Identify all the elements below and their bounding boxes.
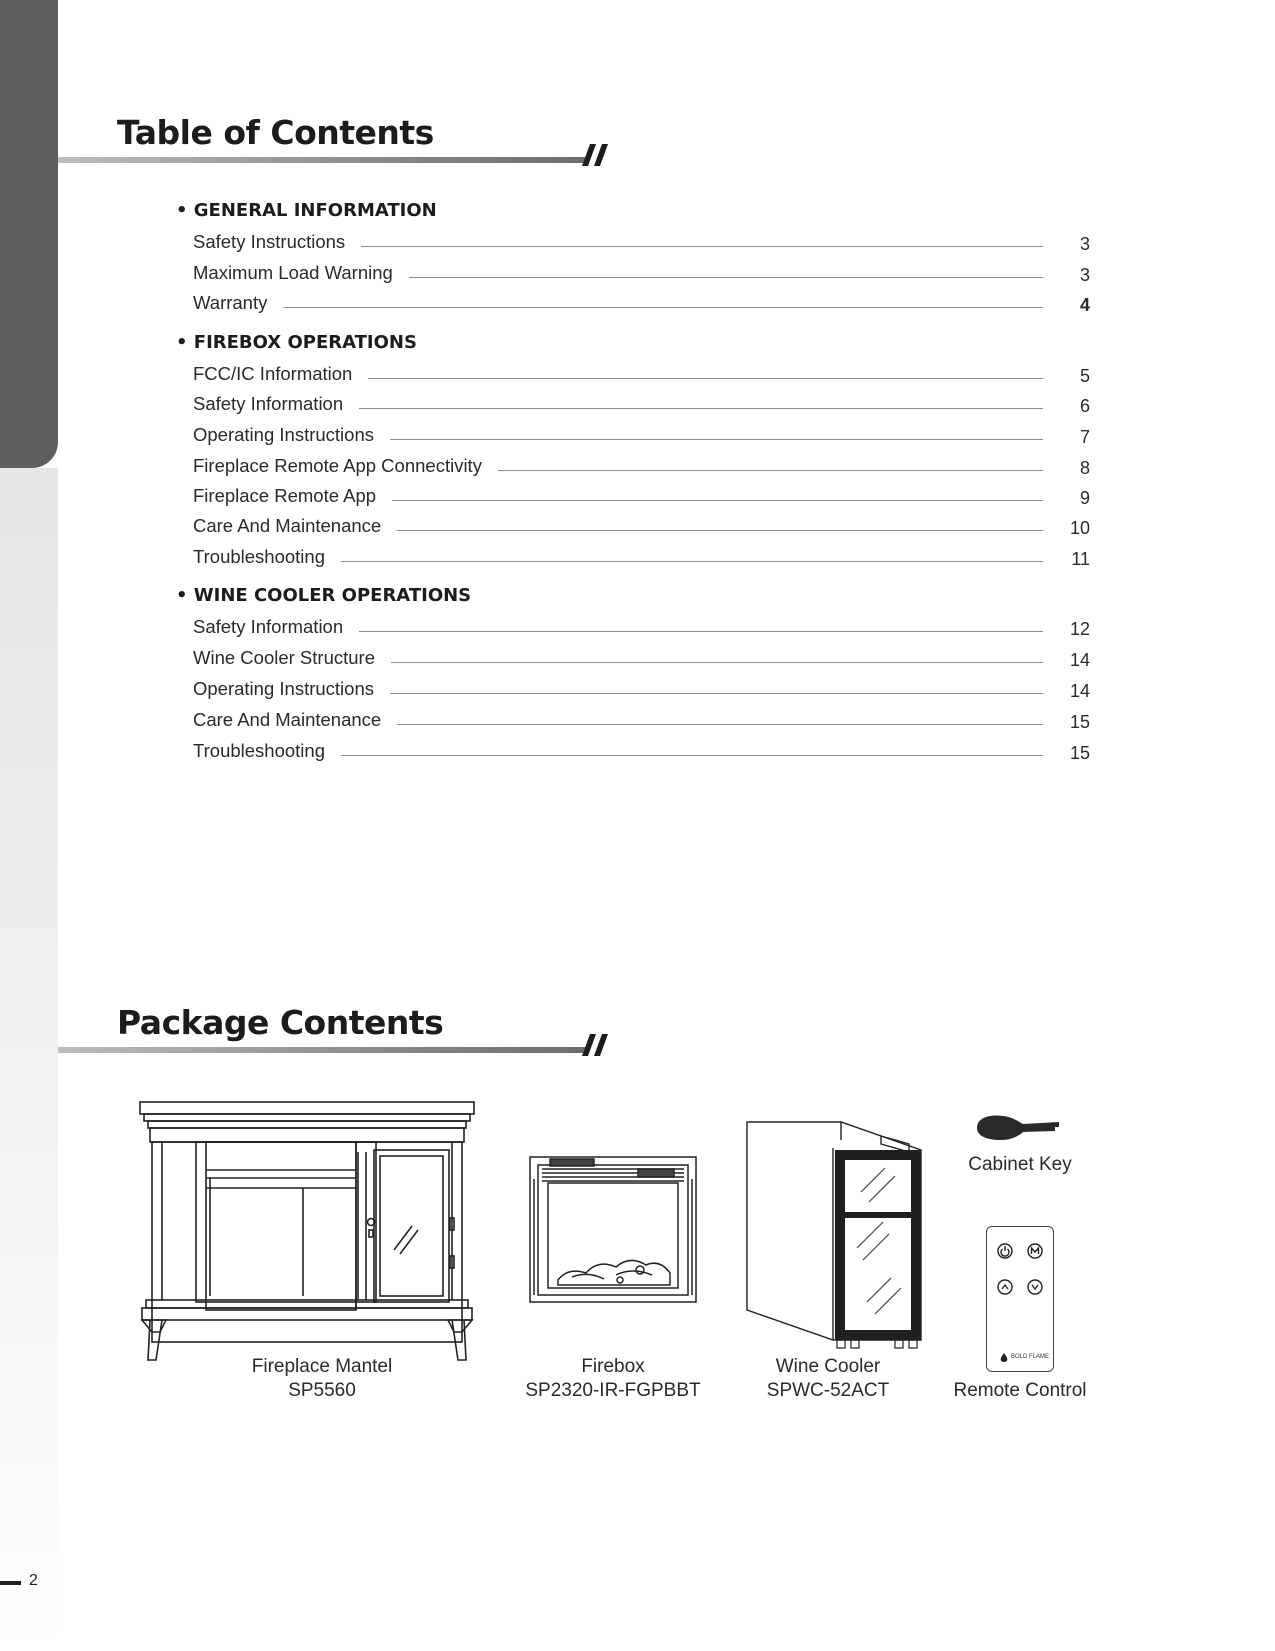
remote-brand-label: BOLD FLAME <box>1011 1354 1050 1360</box>
package-item-remote-control <box>940 1379 1100 1403</box>
toc-entry-page: 3 <box>1079 265 1090 285</box>
toc-entry-label: Fireplace Remote App <box>193 485 392 507</box>
toc-entry-page: 9 <box>1079 488 1090 508</box>
toc-entry-page: 15 <box>1069 743 1090 763</box>
toc-entry-page: 8 <box>1079 458 1090 478</box>
toc-heading-firebox: • FIREBOX OPERATIONS <box>176 332 417 353</box>
toc-entry[interactable] <box>193 262 1090 292</box>
toc-entry-label: Fireplace Remote App Connectivity <box>193 455 498 477</box>
sidebar-tab <box>0 0 58 468</box>
cabinet-key-illustration <box>975 1112 1065 1144</box>
toc-entry[interactable] <box>193 647 1090 677</box>
flame-icon <box>999 1353 1009 1363</box>
toc-entry-label: Care And Maintenance <box>193 709 397 731</box>
sidebar-strip <box>0 468 58 1651</box>
toc-entry-page: 12 <box>1069 619 1090 639</box>
toc-title-rule <box>58 157 585 163</box>
toc-entry[interactable] <box>193 678 1090 708</box>
toc-entry[interactable] <box>193 424 1090 454</box>
toc-entry-label: FCC/IC Information <box>193 363 368 385</box>
toc-entry-page: 3 <box>1079 234 1090 254</box>
item-name: Remote Control <box>953 1380 1087 1401</box>
toc-heading-wine-cooler: • WINE COOLER OPERATIONS <box>176 585 472 606</box>
toc-entry[interactable] <box>193 231 1090 261</box>
remote-control-illustration <box>986 1226 1054 1372</box>
item-model: SP5560 <box>288 1380 356 1401</box>
toc-entry[interactable] <box>193 393 1090 423</box>
toc-entry[interactable] <box>193 709 1090 739</box>
toc-entry[interactable] <box>193 292 1090 322</box>
package-title: Package Contents <box>117 1003 444 1042</box>
toc-entry-page: 10 <box>1069 518 1090 538</box>
toc-entry-page: 6 <box>1079 396 1090 416</box>
toc-entry-page: 15 <box>1069 712 1090 732</box>
toc-entry-page: 14 <box>1069 681 1090 701</box>
toc-title: Table of Contents <box>117 113 434 152</box>
toc-entry-label: Safety Information <box>193 616 359 638</box>
package-item-firebox <box>513 1355 713 1403</box>
fireplace-mantel-illustration <box>138 1100 478 1362</box>
package-title-rule <box>58 1047 585 1053</box>
toc-entry-label: Operating Instructions <box>193 678 390 700</box>
toc-entry-page: 11 <box>1071 549 1090 569</box>
package-item-wine-cooler <box>738 1355 918 1403</box>
toc-entry-page: 14 <box>1069 650 1090 670</box>
toc-entry-page: 4 <box>1079 295 1090 315</box>
double-slash-icon <box>582 144 616 166</box>
toc-entry-page: 5 <box>1079 366 1090 386</box>
toc-entry-label: Safety Information <box>193 393 359 415</box>
toc-leader <box>193 307 1043 308</box>
item-name: Fireplace Mantel <box>251 1356 393 1377</box>
page-number: 2 <box>29 1572 38 1589</box>
toc-entry[interactable] <box>193 546 1090 576</box>
item-name: Firebox <box>581 1356 645 1377</box>
toc-entry[interactable] <box>193 740 1090 770</box>
toc-entry-label: Warranty <box>193 292 283 314</box>
toc-entry[interactable] <box>193 363 1090 393</box>
package-item-cabinet-key <box>940 1153 1100 1177</box>
item-model: SP2320-IR-FGPBBT <box>525 1380 701 1401</box>
page-number-mark <box>0 1581 21 1585</box>
double-slash-icon <box>582 1034 616 1056</box>
toc-entry[interactable] <box>193 515 1090 545</box>
toc-entry-label: Troubleshooting <box>193 546 341 568</box>
toc-heading-general: • GENERAL INFORMATION <box>176 200 437 221</box>
toc-entry-label: Maximum Load Warning <box>193 262 409 284</box>
toc-entry-label: Care And Maintenance <box>193 515 397 537</box>
item-model: SPWC-52ACT <box>766 1380 890 1401</box>
toc-entry-page: 7 <box>1079 427 1090 447</box>
firebox-illustration <box>528 1155 698 1310</box>
wine-cooler-illustration <box>745 1120 925 1355</box>
package-item-fireplace-mantel <box>222 1355 422 1403</box>
toc-entry-label: Safety Instructions <box>193 231 361 253</box>
toc-entry[interactable] <box>193 455 1090 485</box>
toc-entry-label: Wine Cooler Structure <box>193 647 391 669</box>
item-name: Cabinet Key <box>968 1154 1072 1175</box>
item-name: Wine Cooler <box>775 1356 881 1377</box>
toc-entry-label: Troubleshooting <box>193 740 341 762</box>
remote-buttons <box>993 1241 1047 1301</box>
toc-entry-label: Operating Instructions <box>193 424 390 446</box>
toc-entry[interactable] <box>193 485 1090 515</box>
toc-entry[interactable] <box>193 616 1090 646</box>
